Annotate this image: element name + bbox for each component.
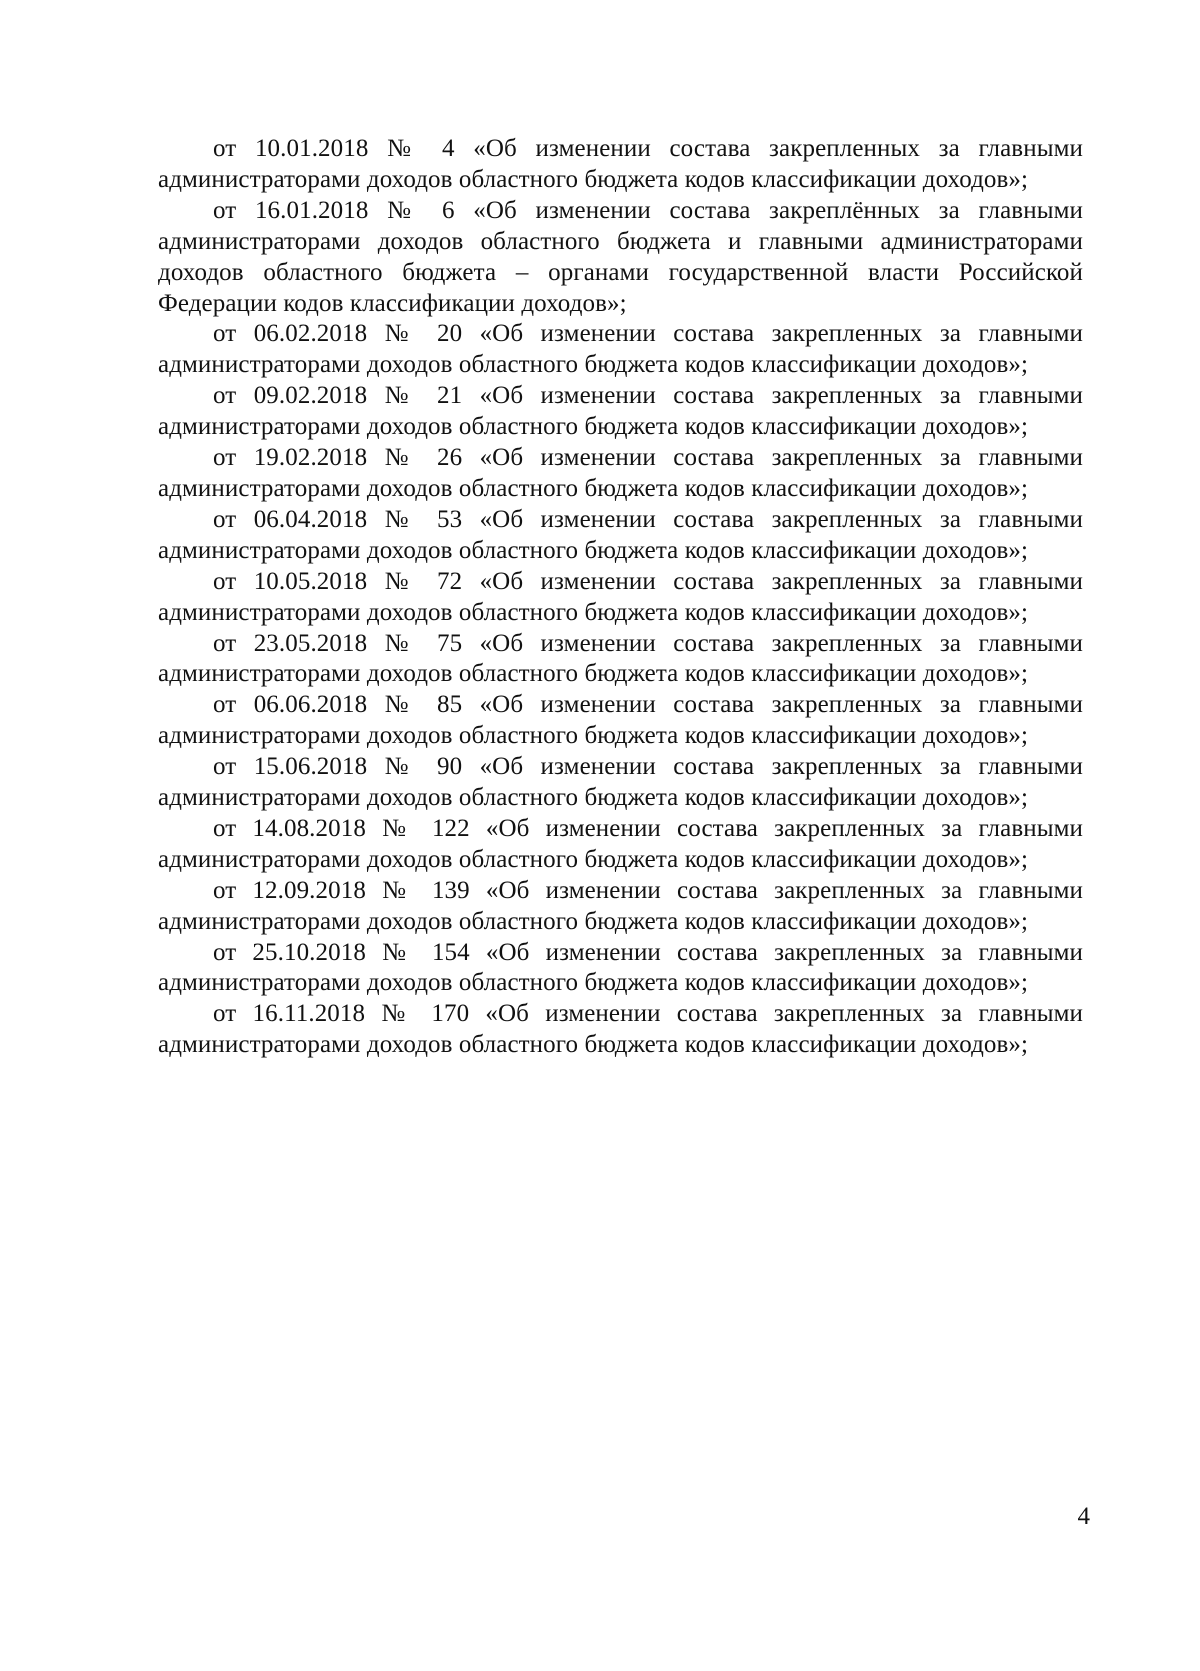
order-item-4: от 09.02.2018 № 21 «Об изменении состава закрепленных за главными администраторами доходов областного бюджета кодов классификации доходов»; (158, 382, 1083, 441)
order-item-9: от 06.06.2018 № 85 «Об изменении состава закрепленных за главными администраторами доходов областного бюджета кодов классификации доходов»; (158, 691, 1083, 750)
order-item-2: от 16.01.2018 № 6 «Об изменении состава закреплённых за главными администраторами доходов областного бюджета и главными администраторами доходов областного бюджета – органами государственной власти Российской Федерации кодов классификации доходов»; (158, 196, 1083, 317)
order-item-13: от 25.10.2018 № 154 «Об изменении состава закрепленных за главными администраторами доходов областного бюджета кодов классификации доходов»; (158, 938, 1083, 997)
document-body (158, 134, 1083, 1061)
order-item-7: от 10.05.2018 № 72 «Об изменении состава закрепленных за главными администраторами доходов областного бюджета кодов классификации доходов»; (158, 567, 1083, 626)
order-item-12: от 12.09.2018 № 139 «Об изменении состава закрепленных за главными администраторами доходов областного бюджета кодов классификации доходов»; (158, 876, 1083, 935)
order-item-11: от 14.08.2018 № 122 «Об изменении состава закрепленных за главными администраторами доходов областного бюджета кодов классификации доходов»; (158, 814, 1083, 873)
order-item-3: от 06.02.2018 № 20 «Об изменении состава закрепленных за главными администраторами доходов областного бюджета кодов классификации доходов»; (158, 320, 1083, 379)
order-item-14: от 16.11.2018 № 170 «Об изменении состава закрепленных за главными администраторами доходов областного бюджета кодов классификации доходов»; (158, 1000, 1083, 1059)
page-number: 4 (1077, 1503, 1090, 1530)
order-item-10: от 15.06.2018 № 90 «Об изменении состава закрепленных за главными администраторами доходов областного бюджета кодов классификации доходов»; (158, 753, 1083, 812)
order-item-5: от 19.02.2018 № 26 «Об изменении состава закрепленных за главными администраторами доходов областного бюджета кодов классификации доходов»; (158, 444, 1083, 502)
order-item-8: от 23.05.2018 № 75 «Об изменении состава закрепленных за главными администраторами доходов областного бюджета кодов классификации доходов»; (158, 629, 1083, 688)
order-item-1: от 10.01.2018 № 4 «Об изменении состава закрепленных за главными администраторами доходов областного бюджета кодов классификации доходов»; (158, 135, 1083, 193)
order-item-6: от 06.04.2018 № 53 «Об изменении состава закрепленных за главными администраторами доходов областного бюджета кодов классификации доходов»; (158, 505, 1083, 564)
